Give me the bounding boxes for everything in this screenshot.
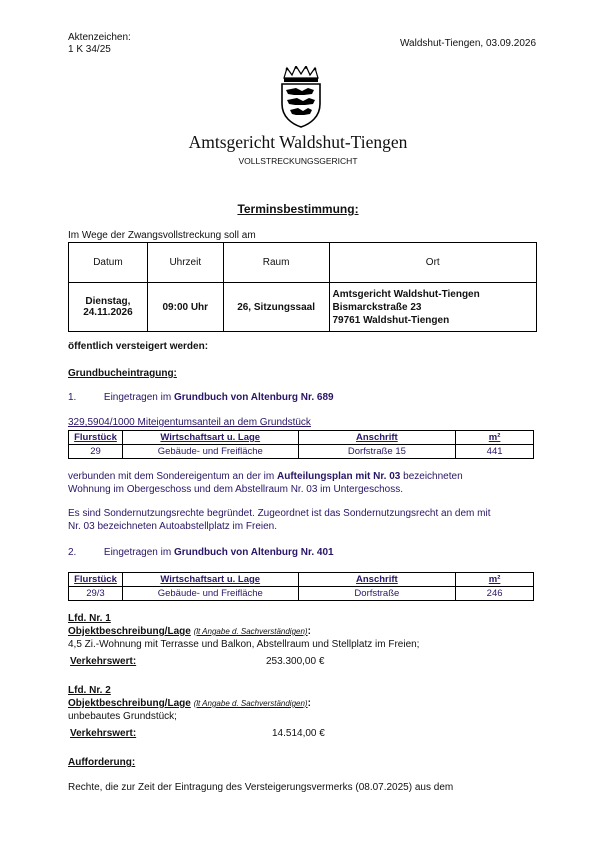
colon: :: [307, 698, 311, 709]
entry-1-table: [68, 430, 534, 459]
entry-2-table: [68, 572, 534, 601]
court-department: VOLLSTRECKUNGSGERICHT: [238, 156, 358, 166]
header-ort: Ort: [329, 243, 537, 283]
colon: :: [307, 626, 311, 637]
text-line: Es sind Sondernutzungsrechte begründet. Zugeordnet ist das Sondernutzungsrecht an dem mit: [68, 508, 491, 519]
cell-flurstueck: 29/3: [69, 587, 123, 601]
col-flurstueck: Flurstück: [69, 573, 123, 587]
text-line: Nr. 03 bezeichneten Autoabstellplatz im Freien.: [68, 520, 278, 532]
entry-1-text: Eingetragen im: [103, 392, 174, 403]
location-line: Amtsgericht Waldshut-Tiengen: [332, 288, 480, 300]
court-name: Amtsgericht Waldshut-Tiengen: [188, 132, 408, 152]
entry-2-number: 2.: [68, 547, 77, 558]
cell-time: 09:00 Uhr: [147, 283, 223, 332]
grundbuch-heading: Grundbucheintragung:: [68, 368, 177, 379]
text-span: Aufteilungsplan mit Nr. 03: [277, 471, 401, 482]
lfd-1-description: 4,5 Zi.-Wohnung mit Terrasse und Balkon, Abstellraum und Stellplatz im Freien;: [68, 639, 420, 650]
lfd-1-value-label: Verkehrswert:: [70, 656, 137, 667]
cell-wirtschaftsart: Gebäude- und Freifläche: [122, 587, 298, 601]
cell-area: 441: [456, 445, 534, 459]
date-weekday: Dienstag,: [85, 296, 131, 307]
lfd-1-label: Lfd. Nr. 1: [68, 613, 111, 624]
col-anschrift: Anschrift: [298, 431, 456, 445]
auction-statement: öffentlich versteigert werden:: [68, 341, 209, 352]
case-number-label: Aktenzeichen:: [68, 32, 131, 43]
entry-1-line: [68, 392, 334, 403]
header-uhrzeit: Uhrzeit: [147, 243, 223, 283]
case-number-value: 1 K 34/25: [68, 44, 111, 55]
col-wirtschaftsart: Wirtschaftsart u. Lage: [122, 573, 298, 587]
table-row: [69, 587, 534, 601]
document-title: Terminsbestimmung:: [237, 202, 359, 216]
location-line: 79761 Waldshut-Tiengen: [332, 314, 450, 326]
object-label: Objektbeschreibung/Lage: [68, 626, 191, 637]
table-row: [69, 445, 534, 459]
lfd-2-description: unbebautes Grundstück;: [68, 711, 177, 722]
entry-1-share: 329,5904/1000 Miteigentumsanteil an dem Grundstück: [68, 417, 311, 428]
text-span: verbunden mit dem Sondereigentum an der im: [68, 471, 278, 482]
aufforderung-text: Rechte, die zur Zeit der Eintragung des Versteigerungsvermerks (08.07.2025) aus dem: [68, 782, 454, 793]
lfd-2-object-heading: [68, 698, 311, 709]
object-label: Objektbeschreibung/Lage: [68, 698, 191, 709]
entry-2-text: Eingetragen im: [103, 547, 174, 558]
entry-1-paragraph-1: [68, 471, 538, 496]
col-area: m²: [456, 431, 534, 445]
cell-anschrift: Dorfstraße: [298, 587, 456, 601]
cell-anschrift: Dorfstraße 15: [298, 445, 456, 459]
header-raum: Raum: [223, 243, 329, 283]
text-line: Wohnung im Obergeschoss und dem Abstellraum Nr. 03 im Untergeschoss.: [68, 483, 403, 495]
col-anschrift: Anschrift: [298, 573, 456, 587]
cell-flurstueck: 29: [69, 445, 123, 459]
cell-date: [69, 283, 148, 332]
cell-room: 26, Sitzungssaal: [223, 283, 329, 332]
lfd-1-object-heading: [68, 626, 311, 637]
date-value: 24.11.2026: [83, 307, 133, 318]
col-flurstueck: Flurstück: [69, 431, 123, 445]
lfd-1-value: 253.300,00 €: [266, 656, 325, 667]
entry-1-grundbuch: Grundbuch von Altenburg Nr. 689: [173, 392, 334, 403]
intro-text: Im Wege der Zwangsvollstreckung soll am: [68, 230, 256, 241]
cell-wirtschaftsart: Gebäude- und Freifläche: [122, 445, 298, 459]
location-line: Bismarckstraße 23: [332, 301, 422, 313]
cell-location: [329, 283, 537, 332]
lfd-2-value-label: Verkehrswert:: [70, 728, 137, 739]
cell-area: 246: [456, 587, 534, 601]
text-span: bezeichneten: [400, 471, 463, 482]
coat-of-arms-icon: [276, 66, 326, 128]
col-area: m²: [456, 573, 534, 587]
col-wirtschaftsart: Wirtschaftsart u. Lage: [122, 431, 298, 445]
appointment-table: [68, 242, 537, 332]
header-datum: Datum: [69, 243, 148, 283]
entry-1-paragraph-2: [68, 508, 538, 533]
lfd-2-label: Lfd. Nr. 2: [68, 685, 111, 696]
object-note: (lt Angabe d. Sachverständigen): [193, 699, 308, 708]
case-number-block: [68, 32, 131, 56]
entry-2-line: [68, 547, 334, 558]
place-date: Waldshut-Tiengen, 03.09.2026: [399, 38, 536, 49]
entry-1-number: 1.: [68, 392, 77, 403]
aufforderung-heading: Aufforderung:: [68, 757, 136, 768]
object-note: (lt Angabe d. Sachverständigen): [193, 627, 308, 636]
lfd-2-value: 14.514,00 €: [272, 728, 325, 739]
entry-2-grundbuch: Grundbuch von Altenburg Nr. 401: [173, 547, 334, 558]
